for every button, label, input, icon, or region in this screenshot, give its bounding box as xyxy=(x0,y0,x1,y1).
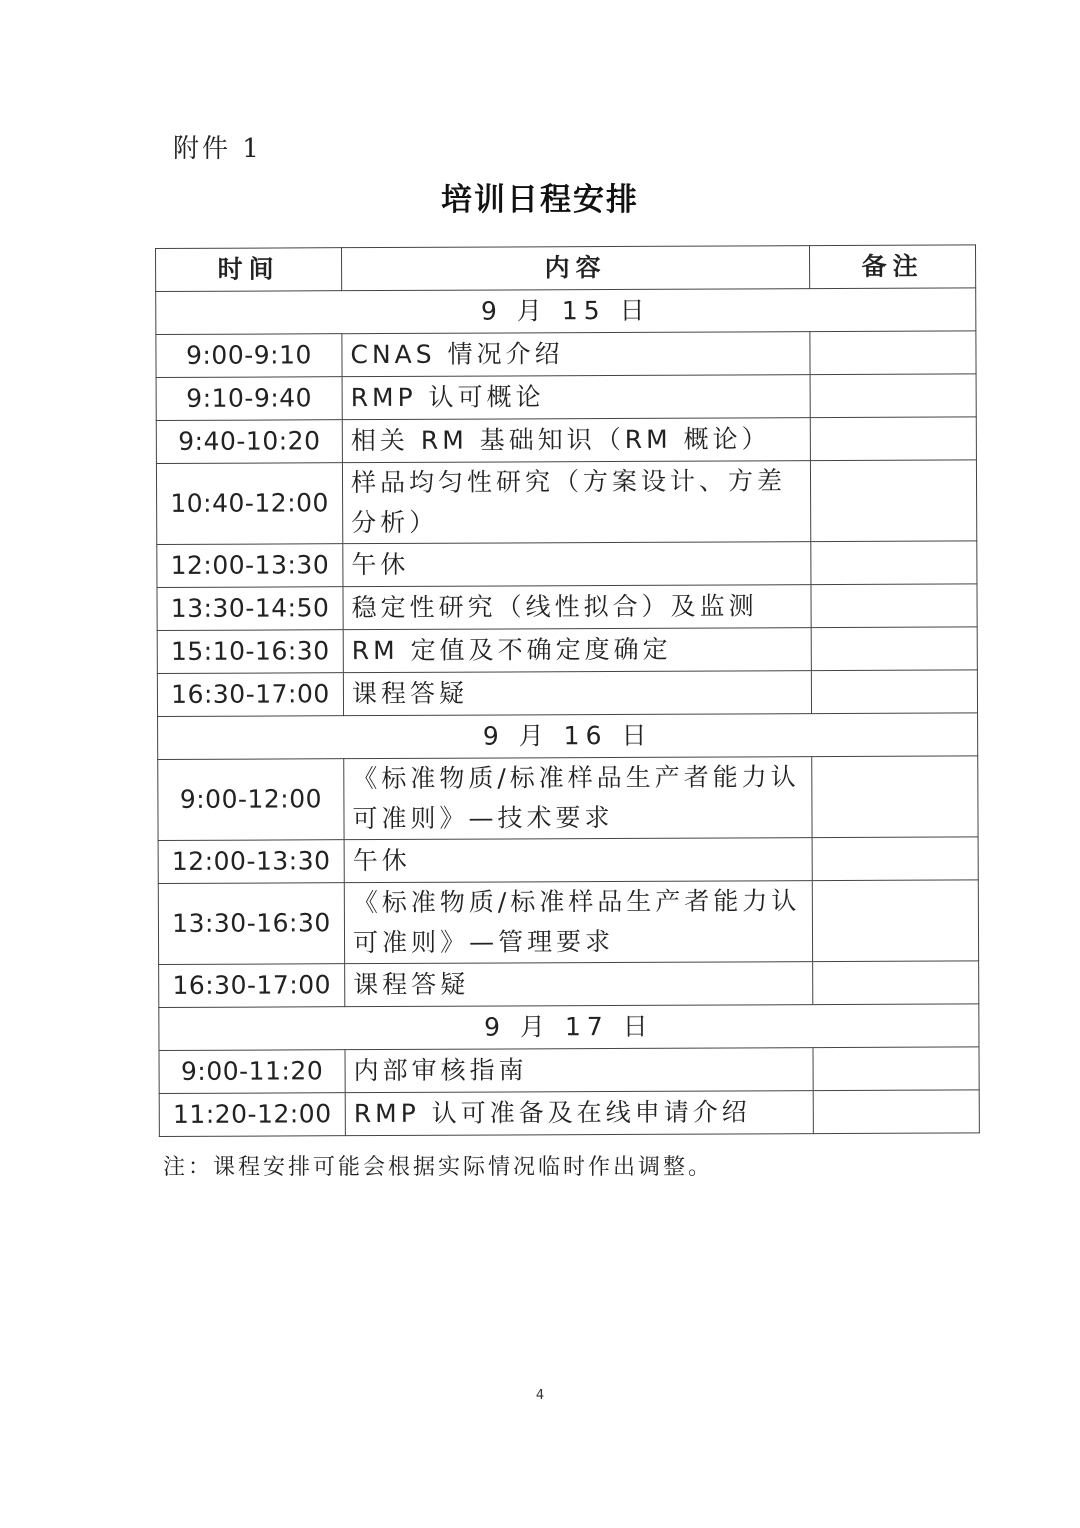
content-cell: 稳定性研究（线性拟合）及监测 xyxy=(343,585,811,630)
day-date: 9 月 17 日 xyxy=(159,1004,979,1051)
day-row xyxy=(158,713,978,760)
note-cell xyxy=(810,417,976,461)
content-cell: 午休 xyxy=(343,542,811,587)
day-date: 9 月 16 日 xyxy=(158,713,978,760)
time-cell: 10:40-12:00 xyxy=(156,463,342,545)
table-header-row xyxy=(156,245,976,292)
time-cell: 11:20-12:00 xyxy=(159,1093,345,1137)
time-cell: 12:00-13:30 xyxy=(158,840,344,884)
column-header-time: 时间 xyxy=(156,248,342,292)
day-row xyxy=(159,1004,979,1051)
time-cell: 9:00-9:10 xyxy=(156,334,342,378)
content-cell: RM 定值及不确定度确定 xyxy=(343,628,811,673)
content-cell: RMP 认可概论 xyxy=(342,375,810,420)
content-cell: CNAS 情况介绍 xyxy=(342,332,810,377)
table-row xyxy=(158,880,978,965)
day-date: 9 月 15 日 xyxy=(156,288,976,335)
time-cell: 15:10-16:30 xyxy=(157,630,343,674)
table-row xyxy=(157,627,977,674)
table-row xyxy=(157,670,977,717)
note-cell xyxy=(810,374,976,418)
time-cell: 9:00-12:00 xyxy=(158,759,344,841)
content-cell: 相关 RM 基础知识（RM 概论） xyxy=(342,418,810,463)
content-cell: RMP 认可准备及在线申请介绍 xyxy=(345,1091,813,1136)
note-cell xyxy=(812,880,978,962)
content-cell: 课程答疑 xyxy=(345,962,813,1007)
note-cell xyxy=(813,961,979,1005)
schedule-table xyxy=(155,244,980,1137)
table-row xyxy=(159,1090,979,1137)
table-row xyxy=(157,584,977,631)
table-row xyxy=(157,541,977,588)
time-cell: 16:30-17:00 xyxy=(159,964,345,1008)
footnote: 注：课程安排可能会根据实际情况临时作出调整。 xyxy=(163,1155,714,1180)
table-row xyxy=(156,331,976,378)
page-number: 4 xyxy=(535,1388,545,1403)
column-header-content: 内容 xyxy=(342,246,810,291)
content-cell: 《标准物质/标准样品生产者能力认可准则》—技术要求 xyxy=(344,757,812,840)
note-cell xyxy=(811,584,977,628)
content-cell: 午休 xyxy=(344,838,812,883)
note-cell xyxy=(812,837,978,881)
note-cell xyxy=(813,1090,979,1134)
time-cell: 9:40-10:20 xyxy=(156,420,342,464)
time-cell: 13:30-16:30 xyxy=(158,883,344,965)
table-row xyxy=(159,961,979,1008)
content-cell: 样品均匀性研究（方案设计、方差分析） xyxy=(342,461,810,544)
table-row xyxy=(156,460,976,545)
note-cell xyxy=(812,756,978,838)
column-header-note: 备注 xyxy=(809,245,975,289)
note-cell xyxy=(810,460,976,542)
time-cell: 9:10-9:40 xyxy=(156,377,342,421)
table-row xyxy=(158,756,978,841)
time-cell: 16:30-17:00 xyxy=(157,673,343,717)
content-cell: 《标准物质/标准样品生产者能力认可准则》—管理要求 xyxy=(344,881,812,964)
table-row xyxy=(159,1047,979,1094)
time-cell: 9:00-11:20 xyxy=(159,1050,345,1094)
day-row xyxy=(156,288,976,335)
table-row xyxy=(156,417,976,464)
page-title: 培训日程安排 xyxy=(441,182,639,218)
time-cell: 13:30-14:50 xyxy=(157,587,343,631)
table-row xyxy=(158,837,978,884)
note-cell xyxy=(811,670,977,714)
note-cell xyxy=(811,541,977,585)
attachment-label: 附件 1 xyxy=(173,134,262,164)
note-cell xyxy=(811,627,977,671)
content-cell: 课程答疑 xyxy=(343,671,811,716)
note-cell xyxy=(810,331,976,375)
time-cell: 12:00-13:30 xyxy=(157,544,343,588)
note-cell xyxy=(813,1047,979,1091)
table-row xyxy=(156,374,976,421)
content-cell: 内部审核指南 xyxy=(345,1048,813,1093)
